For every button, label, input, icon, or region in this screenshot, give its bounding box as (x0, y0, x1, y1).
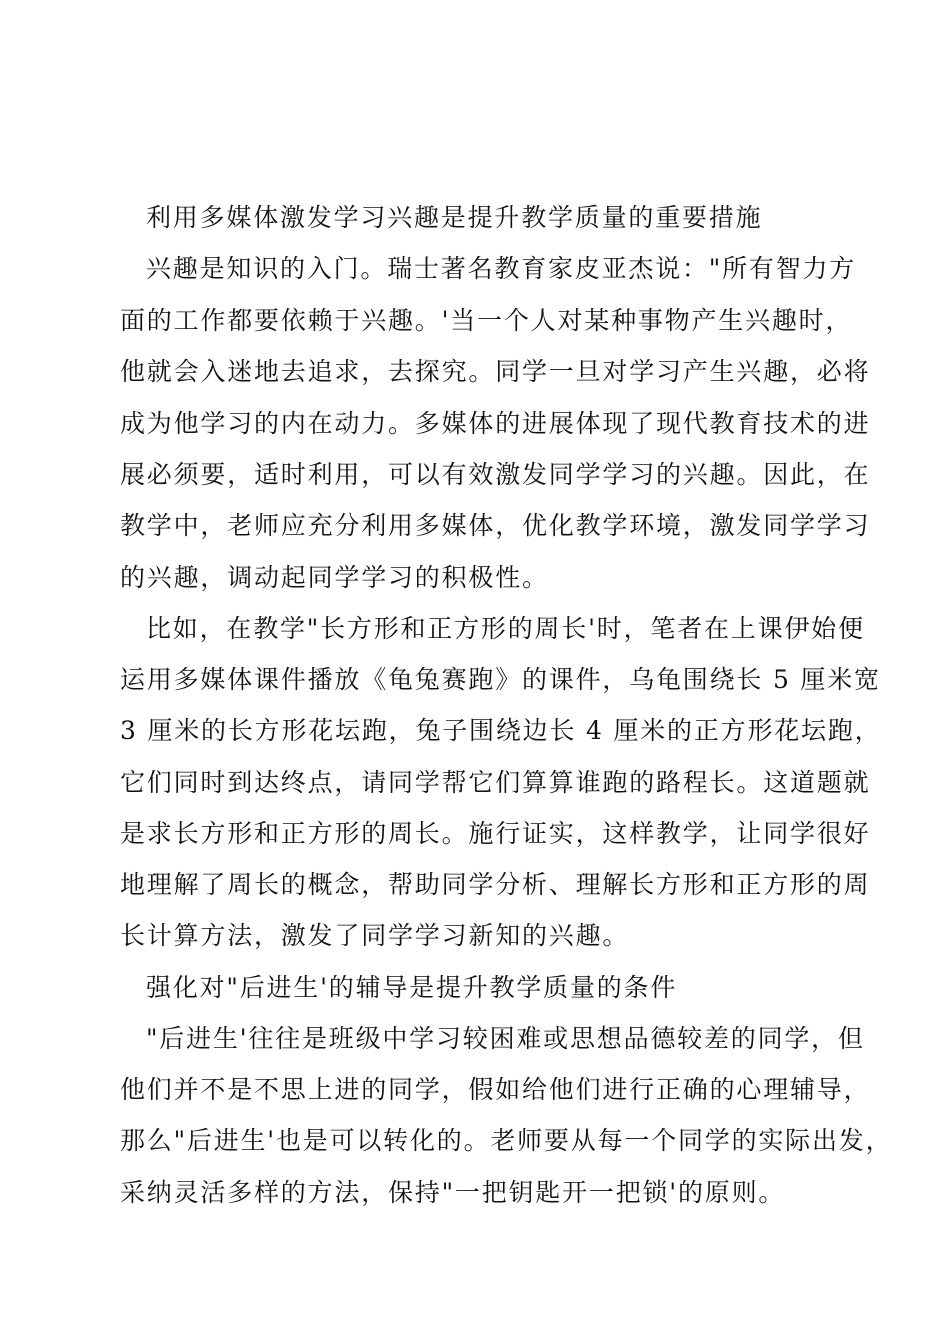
heading-multimedia: 利用多媒体激发学习兴趣是提升教学质量的重要措施 (146, 203, 763, 232)
paragraph-line: 是求长方形和正方形的周长。施行证实，这样教学，让同学很好 (120, 819, 871, 848)
paragraph-line: 成为他学习的内在动力。多媒体的进展体现了现代教育技术的进 (120, 409, 871, 438)
paragraph-line: 运用多媒体课件播放《龟兔赛跑》的课件，乌龟围绕长 5 厘米宽 (120, 665, 881, 694)
paragraph-line: 采纳灵活多样的方法，保持"一把钥匙开一把锁'的原则。 (120, 1178, 786, 1207)
paragraph-line: 展必须要，适时利用，可以有效激发同学学习的兴趣。因此，在 (120, 460, 871, 489)
paragraph-line: "后进生'往往是班级中学习较困难或思想品德较差的同学，但 (146, 1024, 865, 1053)
paragraph-line: 教学中，老师应充分利用多媒体，优化教学环境，激发同学学习 (120, 511, 871, 540)
paragraph-line: 的兴趣，调动起同学学习的积极性。 (120, 563, 549, 592)
paragraph-line: 地理解了周长的概念，帮助同学分析、理解长方形和正方形的周 (120, 870, 871, 899)
paragraph-line: 3 厘米的长方形花坛跑，兔子围绕边长 4 厘米的正方形花坛跑， (120, 716, 882, 745)
paragraph-line: 兴趣是知识的入门。瑞士著名教育家皮亚杰说："所有智力方 (146, 254, 857, 283)
paragraph-line: 面的工作都要依赖于兴趣。'当一个人对某种事物产生兴趣时， (120, 306, 853, 335)
paragraph-line: 他们并不是不思上进的同学，假如给他们进行正确的心理辅导， (120, 1075, 871, 1104)
paragraph-line: 比如，在教学"长方形和正方形的周长'时，笔者在上课伊始便 (146, 614, 865, 643)
paragraph-line: 那么"后进生'也是可以转化的。老师要从每一个同学的实际出发， (120, 1126, 893, 1155)
heading-underachievers: 强化对"后进生'的辅导是提升教学质量的条件 (146, 973, 678, 1002)
paragraph-line: 长计算方法，激发了同学学习新知的兴趣。 (120, 921, 630, 950)
paragraph-line: 他就会入迷地去追求，去探究。同学一旦对学习产生兴趣，必将 (120, 357, 871, 386)
paragraph-line: 它们同时到达终点，请同学帮它们算算谁跑的路程长。这道题就 (120, 768, 871, 797)
